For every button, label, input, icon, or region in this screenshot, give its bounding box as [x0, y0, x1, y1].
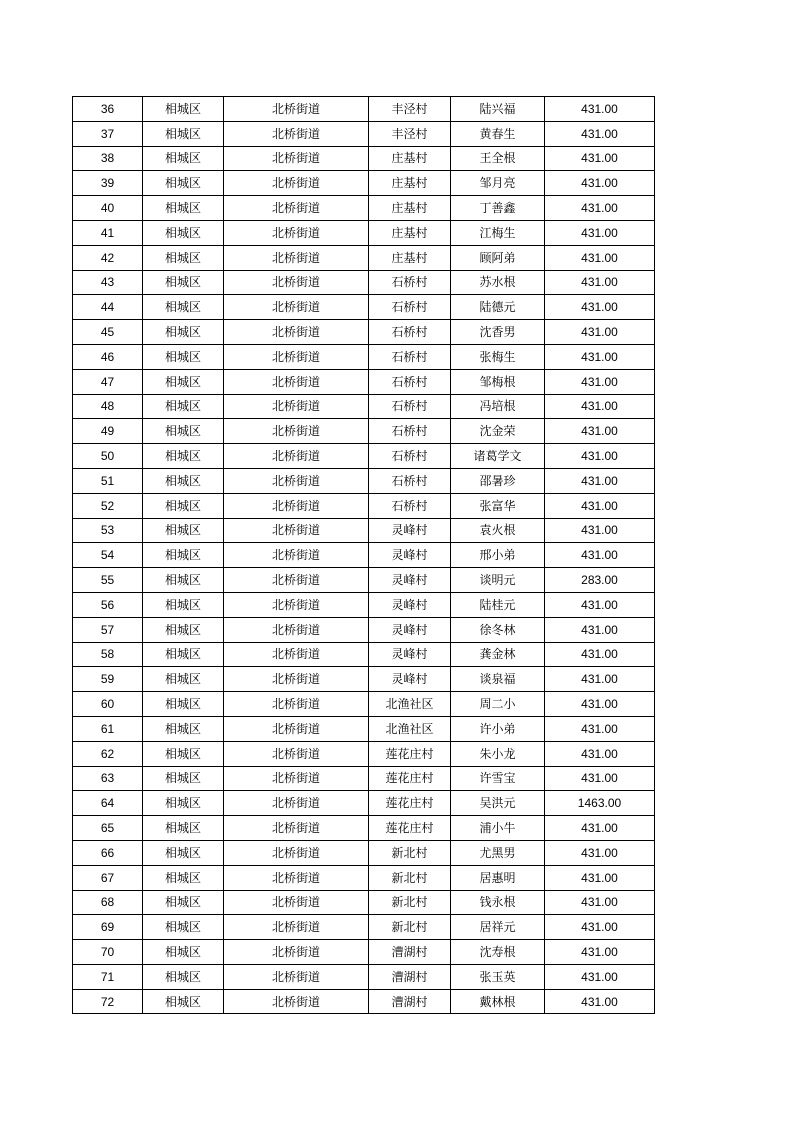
village-cell: 庄基村 [369, 146, 451, 171]
village-cell: 灵峰村 [369, 592, 451, 617]
table-row [73, 196, 655, 221]
person-name-cell: 邹月亮 [451, 171, 545, 196]
amount-cell: 431.00 [545, 692, 655, 717]
district-cell: 相城区 [143, 394, 224, 419]
table-row [73, 419, 655, 444]
amount-cell: 431.00 [545, 989, 655, 1014]
table-row [73, 791, 655, 816]
row-number-cell: 38 [73, 146, 143, 171]
row-number-cell: 65 [73, 816, 143, 841]
row-number-cell: 68 [73, 890, 143, 915]
street-cell: 北桥街道 [224, 642, 369, 667]
amount-cell: 431.00 [545, 940, 655, 965]
table-row [73, 493, 655, 518]
street-cell: 北桥街道 [224, 518, 369, 543]
amount-cell: 431.00 [545, 642, 655, 667]
district-cell: 相城区 [143, 865, 224, 890]
person-name-cell: 徐冬林 [451, 617, 545, 642]
district-cell: 相城区 [143, 320, 224, 345]
village-cell: 新北村 [369, 915, 451, 940]
table-row [73, 741, 655, 766]
district-cell: 相城区 [143, 816, 224, 841]
village-cell: 灵峰村 [369, 667, 451, 692]
village-cell: 灵峰村 [369, 642, 451, 667]
village-cell: 灵峰村 [369, 518, 451, 543]
row-number-cell: 59 [73, 667, 143, 692]
roster-table [72, 96, 655, 1014]
street-cell: 北桥街道 [224, 915, 369, 940]
table-row [73, 915, 655, 940]
village-cell: 石桥村 [369, 344, 451, 369]
village-cell: 石桥村 [369, 369, 451, 394]
amount-cell: 431.00 [545, 320, 655, 345]
amount-cell: 431.00 [545, 915, 655, 940]
amount-cell: 431.00 [545, 196, 655, 221]
village-cell: 新北村 [369, 840, 451, 865]
person-name-cell: 居惠明 [451, 865, 545, 890]
person-name-cell: 邢小弟 [451, 543, 545, 568]
street-cell: 北桥街道 [224, 146, 369, 171]
row-number-cell: 67 [73, 865, 143, 890]
amount-cell: 431.00 [545, 344, 655, 369]
amount-cell: 431.00 [545, 245, 655, 270]
district-cell: 相城区 [143, 245, 224, 270]
district-cell: 相城区 [143, 716, 224, 741]
street-cell: 北桥街道 [224, 220, 369, 245]
amount-cell: 431.00 [545, 865, 655, 890]
row-number-cell: 50 [73, 444, 143, 469]
person-name-cell: 居祥元 [451, 915, 545, 940]
person-name-cell: 钱永根 [451, 890, 545, 915]
street-cell: 北桥街道 [224, 97, 369, 122]
row-number-cell: 51 [73, 468, 143, 493]
amount-cell: 431.00 [545, 295, 655, 320]
amount-cell: 431.00 [545, 741, 655, 766]
person-name-cell: 吴洪元 [451, 791, 545, 816]
table-row [73, 97, 655, 122]
district-cell: 相城区 [143, 444, 224, 469]
amount-cell: 431.00 [545, 840, 655, 865]
person-name-cell: 周二小 [451, 692, 545, 717]
person-name-cell: 丁善鑫 [451, 196, 545, 221]
row-number-cell: 39 [73, 171, 143, 196]
amount-cell: 431.00 [545, 369, 655, 394]
table-row [73, 816, 655, 841]
street-cell: 北桥街道 [224, 543, 369, 568]
street-cell: 北桥街道 [224, 419, 369, 444]
village-cell: 灵峰村 [369, 568, 451, 593]
person-name-cell: 王全根 [451, 146, 545, 171]
amount-cell: 431.00 [545, 543, 655, 568]
district-cell: 相城区 [143, 568, 224, 593]
district-cell: 相城区 [143, 940, 224, 965]
amount-cell: 431.00 [545, 146, 655, 171]
person-name-cell: 沈寿根 [451, 940, 545, 965]
row-number-cell: 45 [73, 320, 143, 345]
village-cell: 石桥村 [369, 493, 451, 518]
table-row [73, 468, 655, 493]
village-cell: 石桥村 [369, 444, 451, 469]
row-number-cell: 72 [73, 989, 143, 1014]
person-name-cell: 沈金荣 [451, 419, 545, 444]
street-cell: 北桥街道 [224, 295, 369, 320]
village-cell: 灵峰村 [369, 543, 451, 568]
person-name-cell: 谈泉福 [451, 667, 545, 692]
table-row [73, 667, 655, 692]
village-cell: 庄基村 [369, 196, 451, 221]
village-cell: 莲花庄村 [369, 741, 451, 766]
table-row [73, 865, 655, 890]
street-cell: 北桥街道 [224, 592, 369, 617]
table-row [73, 940, 655, 965]
person-name-cell: 黄春生 [451, 121, 545, 146]
street-cell: 北桥街道 [224, 369, 369, 394]
table-row [73, 369, 655, 394]
person-name-cell: 诸葛学文 [451, 444, 545, 469]
street-cell: 北桥街道 [224, 816, 369, 841]
row-number-cell: 43 [73, 270, 143, 295]
district-cell: 相城区 [143, 617, 224, 642]
district-cell: 相城区 [143, 171, 224, 196]
table-row [73, 245, 655, 270]
row-number-cell: 52 [73, 493, 143, 518]
district-cell: 相城区 [143, 369, 224, 394]
district-cell: 相城区 [143, 692, 224, 717]
amount-cell: 431.00 [545, 592, 655, 617]
person-name-cell: 袁火根 [451, 518, 545, 543]
village-cell: 漕湖村 [369, 989, 451, 1014]
row-number-cell: 44 [73, 295, 143, 320]
street-cell: 北桥街道 [224, 444, 369, 469]
street-cell: 北桥街道 [224, 766, 369, 791]
table-row [73, 344, 655, 369]
district-cell: 相城区 [143, 196, 224, 221]
village-cell: 北渔社区 [369, 692, 451, 717]
person-name-cell: 谈明元 [451, 568, 545, 593]
district-cell: 相城区 [143, 766, 224, 791]
row-number-cell: 46 [73, 344, 143, 369]
row-number-cell: 55 [73, 568, 143, 593]
row-number-cell: 41 [73, 220, 143, 245]
village-cell: 石桥村 [369, 394, 451, 419]
village-cell: 漕湖村 [369, 964, 451, 989]
district-cell: 相城区 [143, 667, 224, 692]
table-row [73, 964, 655, 989]
row-number-cell: 61 [73, 716, 143, 741]
amount-cell: 431.00 [545, 766, 655, 791]
street-cell: 北桥街道 [224, 964, 369, 989]
amount-cell: 283.00 [545, 568, 655, 593]
amount-cell: 431.00 [545, 617, 655, 642]
table-row [73, 121, 655, 146]
row-number-cell: 47 [73, 369, 143, 394]
amount-cell: 431.00 [545, 518, 655, 543]
table-row [73, 444, 655, 469]
street-cell: 北桥街道 [224, 121, 369, 146]
table-row [73, 840, 655, 865]
table-row [73, 989, 655, 1014]
district-cell: 相城区 [143, 840, 224, 865]
district-cell: 相城区 [143, 989, 224, 1014]
village-cell: 庄基村 [369, 220, 451, 245]
street-cell: 北桥街道 [224, 617, 369, 642]
table-row [73, 394, 655, 419]
village-cell: 莲花庄村 [369, 766, 451, 791]
amount-cell: 431.00 [545, 667, 655, 692]
amount-cell: 431.00 [545, 716, 655, 741]
table-row [73, 171, 655, 196]
row-number-cell: 56 [73, 592, 143, 617]
person-name-cell: 朱小龙 [451, 741, 545, 766]
person-name-cell: 沈香男 [451, 320, 545, 345]
row-number-cell: 42 [73, 245, 143, 270]
amount-cell: 431.00 [545, 493, 655, 518]
district-cell: 相城区 [143, 642, 224, 667]
district-cell: 相城区 [143, 915, 224, 940]
street-cell: 北桥街道 [224, 468, 369, 493]
table-row [73, 543, 655, 568]
street-cell: 北桥街道 [224, 320, 369, 345]
district-cell: 相城区 [143, 220, 224, 245]
table-row [73, 642, 655, 667]
amount-cell: 431.00 [545, 270, 655, 295]
table-row [73, 295, 655, 320]
street-cell: 北桥街道 [224, 270, 369, 295]
street-cell: 北桥街道 [224, 245, 369, 270]
amount-cell: 431.00 [545, 97, 655, 122]
village-cell: 石桥村 [369, 295, 451, 320]
village-cell: 莲花庄村 [369, 816, 451, 841]
amount-cell: 431.00 [545, 816, 655, 841]
row-number-cell: 37 [73, 121, 143, 146]
amount-cell: 431.00 [545, 468, 655, 493]
person-name-cell: 邵暑珍 [451, 468, 545, 493]
table-row [73, 320, 655, 345]
district-cell: 相城区 [143, 270, 224, 295]
amount-cell: 431.00 [545, 220, 655, 245]
village-cell: 庄基村 [369, 245, 451, 270]
row-number-cell: 70 [73, 940, 143, 965]
street-cell: 北桥街道 [224, 716, 369, 741]
table-row [73, 518, 655, 543]
person-name-cell: 许小弟 [451, 716, 545, 741]
village-cell: 石桥村 [369, 270, 451, 295]
street-cell: 北桥街道 [224, 692, 369, 717]
row-number-cell: 62 [73, 741, 143, 766]
district-cell: 相城区 [143, 592, 224, 617]
person-name-cell: 顾阿弟 [451, 245, 545, 270]
street-cell: 北桥街道 [224, 865, 369, 890]
person-name-cell: 陆兴福 [451, 97, 545, 122]
table-row [73, 270, 655, 295]
district-cell: 相城区 [143, 543, 224, 568]
village-cell: 丰泾村 [369, 97, 451, 122]
village-cell: 石桥村 [369, 419, 451, 444]
district-cell: 相城区 [143, 518, 224, 543]
village-cell: 庄基村 [369, 171, 451, 196]
table-row [73, 617, 655, 642]
person-name-cell: 苏水根 [451, 270, 545, 295]
street-cell: 北桥街道 [224, 667, 369, 692]
district-cell: 相城区 [143, 890, 224, 915]
row-number-cell: 60 [73, 692, 143, 717]
district-cell: 相城区 [143, 344, 224, 369]
street-cell: 北桥街道 [224, 741, 369, 766]
street-cell: 北桥街道 [224, 890, 369, 915]
row-number-cell: 54 [73, 543, 143, 568]
person-name-cell: 张梅生 [451, 344, 545, 369]
district-cell: 相城区 [143, 791, 224, 816]
roster-table-body [73, 97, 655, 1014]
row-number-cell: 48 [73, 394, 143, 419]
street-cell: 北桥街道 [224, 989, 369, 1014]
village-cell: 丰泾村 [369, 121, 451, 146]
row-number-cell: 66 [73, 840, 143, 865]
table-row [73, 766, 655, 791]
row-number-cell: 49 [73, 419, 143, 444]
row-number-cell: 69 [73, 915, 143, 940]
person-name-cell: 张富华 [451, 493, 545, 518]
person-name-cell: 江梅生 [451, 220, 545, 245]
row-number-cell: 63 [73, 766, 143, 791]
row-number-cell: 58 [73, 642, 143, 667]
district-cell: 相城区 [143, 493, 224, 518]
street-cell: 北桥街道 [224, 493, 369, 518]
district-cell: 相城区 [143, 468, 224, 493]
table-row [73, 592, 655, 617]
table-row [73, 220, 655, 245]
street-cell: 北桥街道 [224, 568, 369, 593]
person-name-cell: 陆德元 [451, 295, 545, 320]
table-row [73, 692, 655, 717]
row-number-cell: 71 [73, 964, 143, 989]
person-name-cell: 尤黑男 [451, 840, 545, 865]
village-cell: 新北村 [369, 890, 451, 915]
row-number-cell: 53 [73, 518, 143, 543]
person-name-cell: 许雪宝 [451, 766, 545, 791]
amount-cell: 431.00 [545, 890, 655, 915]
street-cell: 北桥街道 [224, 940, 369, 965]
district-cell: 相城区 [143, 295, 224, 320]
district-cell: 相城区 [143, 146, 224, 171]
row-number-cell: 64 [73, 791, 143, 816]
person-name-cell: 邹梅根 [451, 369, 545, 394]
street-cell: 北桥街道 [224, 791, 369, 816]
row-number-cell: 40 [73, 196, 143, 221]
table-row [73, 146, 655, 171]
table-row [73, 890, 655, 915]
street-cell: 北桥街道 [224, 394, 369, 419]
amount-cell: 431.00 [545, 171, 655, 196]
village-cell: 漕湖村 [369, 940, 451, 965]
village-cell: 灵峰村 [369, 617, 451, 642]
district-cell: 相城区 [143, 964, 224, 989]
amount-cell: 431.00 [545, 964, 655, 989]
person-name-cell: 张玉英 [451, 964, 545, 989]
street-cell: 北桥街道 [224, 196, 369, 221]
row-number-cell: 57 [73, 617, 143, 642]
village-cell: 莲花庄村 [369, 791, 451, 816]
village-cell: 石桥村 [369, 320, 451, 345]
person-name-cell: 冯培根 [451, 394, 545, 419]
amount-cell: 431.00 [545, 394, 655, 419]
village-cell: 新北村 [369, 865, 451, 890]
village-cell: 石桥村 [369, 468, 451, 493]
street-cell: 北桥街道 [224, 344, 369, 369]
village-cell: 北渔社区 [369, 716, 451, 741]
person-name-cell: 龚金林 [451, 642, 545, 667]
street-cell: 北桥街道 [224, 840, 369, 865]
person-name-cell: 戴林根 [451, 989, 545, 1014]
person-name-cell: 浦小牛 [451, 816, 545, 841]
amount-cell: 431.00 [545, 444, 655, 469]
table-row [73, 568, 655, 593]
table-row [73, 716, 655, 741]
amount-cell: 431.00 [545, 419, 655, 444]
person-name-cell: 陆桂元 [451, 592, 545, 617]
row-number-cell: 36 [73, 97, 143, 122]
district-cell: 相城区 [143, 741, 224, 766]
street-cell: 北桥街道 [224, 171, 369, 196]
amount-cell: 1463.00 [545, 791, 655, 816]
district-cell: 相城区 [143, 121, 224, 146]
amount-cell: 431.00 [545, 121, 655, 146]
district-cell: 相城区 [143, 97, 224, 122]
district-cell: 相城区 [143, 419, 224, 444]
